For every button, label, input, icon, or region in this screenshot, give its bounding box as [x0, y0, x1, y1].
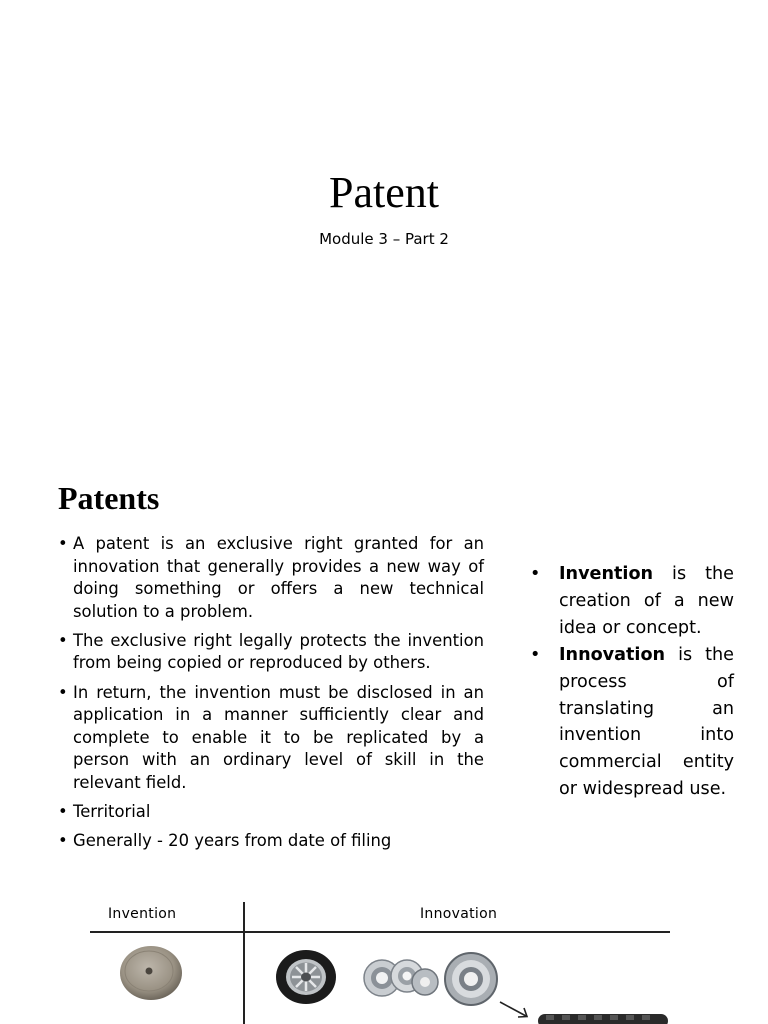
bullet-item: • Territorial [58, 801, 484, 824]
bullet-item: • Generally - 20 years from date of filing [58, 830, 484, 853]
definition-invention [530, 561, 734, 642]
bullet-item: • In return, the invention must be disclosed in an application in a manner sufficiently clear and complete to enable it to be replicated by a person with an ordinary level of skill in the relevant field. [58, 682, 484, 795]
definition-term: Invention [559, 564, 654, 584]
definition-term: Innovation [559, 644, 666, 665]
patents-heading: Patents [58, 480, 160, 516]
bullet-item: • A patent is an exclusive right granted for an innovation that generally provides a new way of doing something or offers a new technical solution to a problem. [58, 533, 484, 623]
innovation-column-header: Innovation [420, 906, 498, 922]
patent-bullet-list [58, 533, 484, 859]
definition-text: is the process of translating an invention into commercial entity or widespread use. [559, 644, 734, 800]
tapered-bearing-icon [442, 950, 500, 1008]
definition-list [530, 561, 734, 803]
bullet-item: • The exclusive right legally protects the invention from being copied or reproduced by others. [58, 630, 484, 675]
table-divider-horizontal [90, 931, 670, 933]
arrow-icon [498, 999, 534, 1021]
millstone-icon [118, 944, 188, 1002]
definition-text: is the creation of a new idea or concept. [559, 564, 734, 638]
definition-innovation [530, 642, 734, 803]
bearings-icon [362, 952, 440, 1004]
slide-subtitle: Module 3 – Part 2 [319, 230, 449, 248]
tire-icon [274, 948, 338, 1006]
tread-icon [536, 1012, 670, 1024]
invention-column-header: Invention [108, 906, 177, 922]
slide-title: Patent [329, 168, 439, 217]
title-slide [0, 0, 768, 432]
invention-innovation-table [90, 900, 670, 1024]
patents-slide [0, 432, 768, 1024]
table-divider-vertical [243, 902, 245, 1024]
